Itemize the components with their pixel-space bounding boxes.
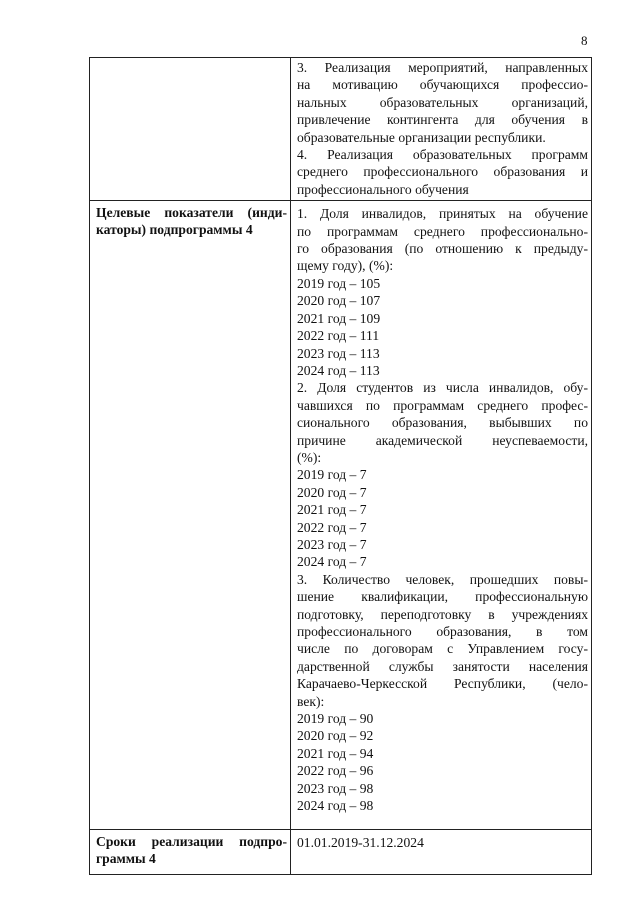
- value-line: шение квалификации, профессиональную: [297, 589, 588, 605]
- value-line: 3. Реализация мероприятий, направленных: [297, 60, 588, 75]
- value-line: Карачаево-Черкесской Республики, (чело-: [297, 676, 588, 692]
- value-line: причине академической неуспеваемости,: [297, 432, 588, 448]
- row-value-cell: [291, 58, 592, 201]
- table-row-indicators: [90, 201, 592, 830]
- indicator-year-value: 2022 год – 111: [297, 328, 380, 344]
- value-line: профессионального образования, в том: [297, 624, 588, 639]
- label-line: Целевые показатели (инди-: [96, 205, 287, 221]
- value-line: среднего профессионального образования и: [297, 164, 588, 180]
- indicator-year-value: 2019 год – 90: [297, 711, 374, 727]
- indicator-year-value: 2024 год – 113: [297, 362, 380, 378]
- value-line: нальных образовательных организаций,: [297, 94, 588, 110]
- label-line: Сроки реализации подпро-: [96, 834, 287, 850]
- indicator-year-value: 2020 год – 92: [297, 728, 374, 744]
- indicator-year-value: 2019 год – 7: [297, 467, 367, 483]
- table-row-measures: [90, 58, 592, 201]
- indicator-year-value: 2019 год – 105: [297, 275, 381, 291]
- indicator-year-value: 2021 год – 7: [297, 502, 367, 518]
- table-row-term: [90, 830, 592, 875]
- value-line: 01.01.2019-31.12.2024: [297, 835, 424, 851]
- value-line: 1. Доля инвалидов, принятых на обучение: [297, 206, 588, 222]
- indicator-year-value: 2020 год – 107: [297, 293, 381, 309]
- indicator-year-value: 2023 год – 98: [297, 780, 374, 796]
- value-line: 4. Реализация образовательных программ: [297, 147, 588, 163]
- value-line: щему году), (%):: [297, 258, 394, 274]
- row-value-cell: [291, 830, 592, 875]
- indicator-year-value: 2022 год – 96: [297, 763, 374, 779]
- indicator-year-value: 2022 год – 7: [297, 519, 367, 535]
- value-line: век):: [297, 693, 325, 709]
- value-line: (%):: [297, 449, 322, 465]
- value-line: по программам среднего профессионально-: [297, 223, 588, 239]
- row-label-cell: [90, 201, 291, 830]
- value-line: на мотивацию обучающихся профессио-: [297, 77, 588, 93]
- indicator-year-value: 2020 год – 7: [297, 484, 367, 500]
- value-line: сионального образования, выбывших по: [297, 415, 588, 431]
- label-line: каторы) подпрограммы 4: [96, 221, 253, 237]
- value-line: дарственной службы занятости населения: [297, 658, 588, 674]
- indicator-year-value: 2024 год – 98: [297, 798, 374, 814]
- subprogram-table: [89, 57, 592, 875]
- value-line: чавшихся по программам среднего профес-: [297, 397, 588, 413]
- indicator-year-value: 2021 год – 109: [297, 310, 381, 326]
- value-line: 2. Доля студентов из числа инвалидов, обу-: [297, 380, 588, 396]
- indicator-year-value: 2023 год – 7: [297, 536, 367, 552]
- row-value-cell: [291, 201, 592, 830]
- indicator-year-value: 2024 год – 7: [297, 554, 367, 570]
- value-line: привлечение контингента для обучения в: [297, 112, 588, 128]
- value-line: го образования (по отношению к предыду-: [297, 241, 588, 257]
- label-line: граммы 4: [96, 850, 156, 866]
- value-line: профессионального обучения: [297, 181, 469, 197]
- value-line: 3. Количество человек, прошедших повы-: [297, 571, 588, 587]
- value-line: числе по договорам с Управлением госу-: [297, 641, 588, 657]
- indicator-year-value: 2021 год – 94: [297, 745, 374, 761]
- row-label-cell: [90, 830, 291, 875]
- indicator-year-value: 2023 год – 113: [297, 345, 380, 361]
- value-line: подготовку, переподготовку в учреждениях: [297, 606, 588, 622]
- row-label-cell: [90, 58, 291, 201]
- value-line: образовательные организации республики.: [297, 129, 546, 145]
- page-number: 8: [581, 33, 588, 48]
